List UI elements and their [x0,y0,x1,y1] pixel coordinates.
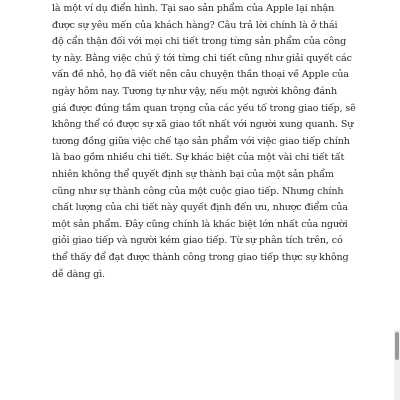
text-line: dễ dàng gì. [52,268,105,280]
text-line: là bao gồm nhiều chi tiết. Sự khác biệt của một vài chi tiết tất [52,152,345,164]
text-line: được sự yêu mến của khách hàng? Câu trả lời chính là ở thái [52,19,338,31]
text-line: độ cẩn thận đối với mọi chi tiết trong từng sản phẩm của công [52,36,347,48]
text-line: cũng như sự thành công của một cuộc giao tiếp. Nhưng chính [52,185,344,197]
text-line: giá được đúng tầm quan trọng của các yếu tố trong giao tiếp, sẽ [52,102,356,114]
text-line: thể thấy để đạt được thành công trong giao tiếp thực sự không [52,251,349,263]
text-line: là một ví dụ điển hình. Tại sao sản phẩm của Apple lại nhận [52,3,335,14]
text-line: vấn đề nhỏ, họ đã viết nên câu chuyện thần thoại về Apple của [52,69,349,81]
text-line: không thể có được sự xã giao tốt nhất với người xung quanh. Sự [52,119,354,131]
body-paragraph [52,1,362,283]
text-line: một sản phẩm. Đây cũng chính là khác biệt lớn nhất của người [52,218,348,230]
text-line: chất lượng của chi tiết này quyết định đến ưu, nhược điểm của [52,202,348,214]
text-line: tương đồng giữa việc chế tạo sản phẩm với việc giao tiếp chính [52,135,350,147]
scrollbar-thumb[interactable] [395,332,399,360]
text-line: nhiên không thể quyết định sự thành bại của một sản phẩm [52,168,334,180]
text-line: ngày hôm nay. Tương tự như vậy, nếu một người không đánh [52,85,337,97]
text-line: ty này. Bằng việc chú ý tới từng chi tiết cũng như giải quyết các [52,52,352,64]
text-line: giỏi giao tiếp và người kém giao tiếp. Từ sự phân tích trên, có [52,235,343,247]
